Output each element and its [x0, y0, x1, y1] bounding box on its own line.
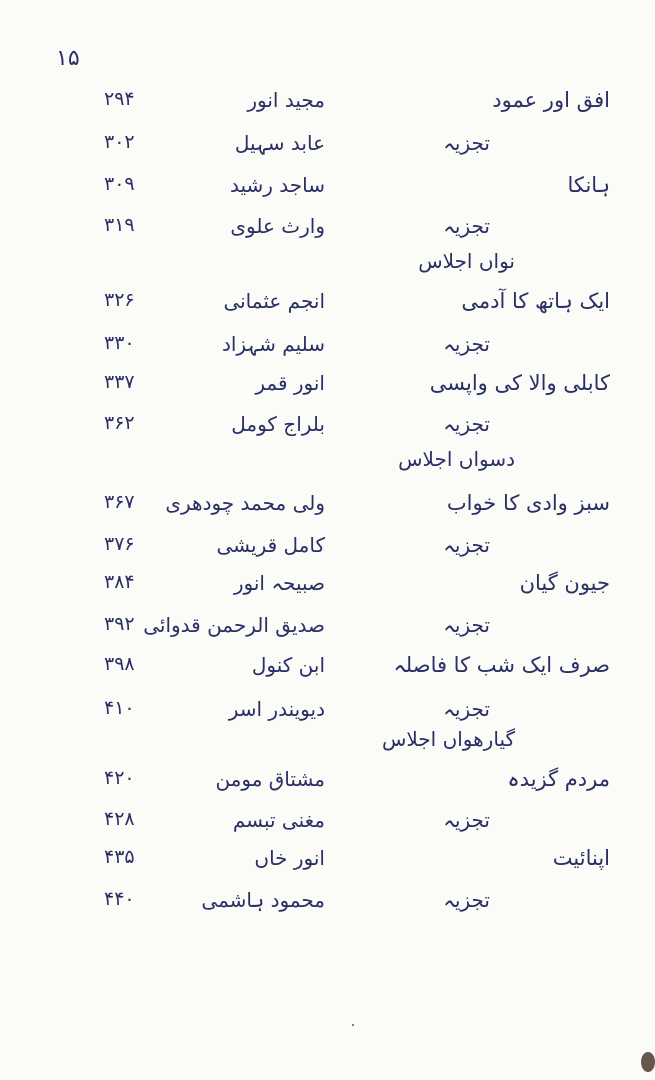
story-title: صرف ایک شب کا فاصلہ	[393, 653, 610, 677]
page-ref: ۴۴۰	[104, 888, 135, 910]
analysis-label: تجزیہ	[443, 131, 490, 155]
analysis-label: تجزیہ	[443, 697, 490, 721]
session-title: دسواں اجلاس	[398, 447, 515, 471]
page-ref: ۴۱۰	[104, 697, 135, 719]
toc-entry	[0, 697, 655, 731]
author-name: مشتاق مومن	[215, 767, 325, 791]
toc-entry	[0, 888, 655, 922]
story-title: ہانکا	[567, 173, 610, 197]
author-name: مغنی تبسم	[232, 808, 325, 832]
analysis-label: تجزیہ	[443, 332, 490, 356]
story-title: افق اور عمود	[492, 88, 610, 112]
toc-entry	[0, 88, 655, 122]
page-ref: ۳۱۹	[104, 214, 135, 236]
session-heading	[0, 447, 655, 481]
toc-entry	[0, 533, 655, 567]
session-title: گیارھواں اجلاس	[381, 727, 515, 751]
author-name: صبیحہ انور	[233, 571, 325, 595]
toc-entry	[0, 412, 655, 446]
toc-entry	[0, 332, 655, 366]
toc-entry	[0, 653, 655, 687]
author-name: بلراج کومل	[231, 412, 325, 436]
toc-entry	[0, 371, 655, 405]
page-number: ۱۵	[56, 46, 80, 71]
page-ref: ۳۳۷	[104, 371, 135, 393]
story-title: جیون گیان	[519, 571, 610, 595]
page-ref: ۴۲۸	[104, 808, 135, 830]
analysis-label: تجزیہ	[443, 214, 490, 238]
author-name: ابن کنول	[251, 653, 325, 677]
page-ref: ۳۶۲	[104, 412, 135, 434]
analysis-label: تجزیہ	[443, 412, 490, 436]
page-ref: ۳۲۶	[104, 289, 135, 311]
story-title: ایک ہاتھ کا آدمی	[461, 289, 610, 313]
toc-entry	[0, 613, 655, 647]
toc-entry	[0, 173, 655, 207]
paper-speck	[352, 1024, 354, 1026]
toc-entry	[0, 491, 655, 525]
page-ref: ۳۹۸	[104, 653, 135, 675]
author-name: ولی محمد چودھری	[165, 491, 325, 515]
toc-entry	[0, 289, 655, 323]
page-ref: ۲۹۴	[104, 88, 135, 110]
analysis-label: تجزیہ	[443, 808, 490, 832]
paper-smudge	[641, 1052, 655, 1072]
session-title: نواں اجلاس	[418, 249, 515, 273]
page-ref: ۳۰۹	[104, 173, 135, 195]
author-name: انور قمر	[255, 371, 325, 395]
page-ref: ۴۳۵	[104, 846, 135, 868]
author-name: صدیق الرحمن قدوائی	[143, 613, 325, 637]
toc-entry	[0, 846, 655, 880]
toc-entry	[0, 808, 655, 842]
story-title: کابلی والا کی واپسی	[429, 371, 610, 395]
author-name: دیویندر اسر	[228, 697, 325, 721]
author-name: انجم عثمانی	[223, 289, 325, 313]
session-heading	[0, 727, 655, 761]
author-name: ساجد رشید	[229, 173, 325, 197]
page-ref: ۳۶۷	[104, 491, 135, 513]
author-name: مجید انور	[247, 88, 325, 112]
page-ref: ۳۹۲	[104, 613, 135, 635]
page-ref: ۳۸۴	[104, 571, 135, 593]
page-ref: ۳۳۰	[104, 332, 135, 354]
page-ref: ۳۷۶	[104, 533, 135, 555]
page-ref: ۳۰۲	[104, 131, 135, 153]
session-heading	[0, 249, 655, 283]
story-title: مردم گزیدہ	[507, 767, 610, 791]
author-name: سلیم شہزاد	[221, 332, 325, 356]
analysis-label: تجزیہ	[443, 888, 490, 912]
author-name: محمود ہاشمی	[201, 888, 325, 912]
author-name: کامل قریشی	[216, 533, 325, 557]
analysis-label: تجزیہ	[443, 613, 490, 637]
analysis-label: تجزیہ	[443, 533, 490, 557]
toc-entry	[0, 571, 655, 605]
author-name: وارث علوی	[230, 214, 325, 238]
toc-entry	[0, 131, 655, 165]
author-name: عابد سہیل	[234, 131, 325, 155]
page-ref: ۴۲۰	[104, 767, 135, 789]
story-title: اپنائیت	[552, 846, 610, 870]
story-title: سبز وادی کا خواب	[446, 491, 610, 515]
toc-entry	[0, 767, 655, 801]
author-name: انور خاں	[254, 846, 325, 870]
toc-entry	[0, 214, 655, 248]
